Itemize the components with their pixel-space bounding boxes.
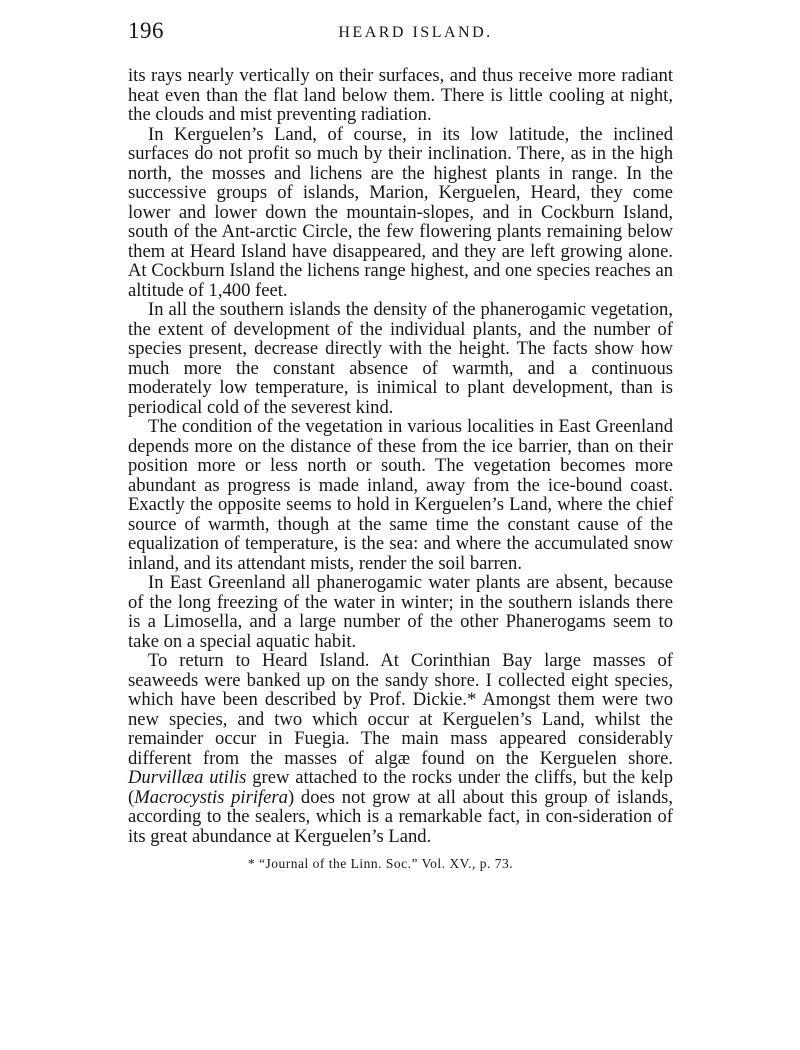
page-number: 196 bbox=[128, 18, 164, 43]
paragraph-4: The condition of the vegetation in various localities in East Greenland depends more on the distance of these from the ice barrier, than on their position more or less north or south. The vegetation becomes more abundant as progress is made inland, away from the ice-bound coast. Exactly the opposite seems to hold in Kerguelen’s Land, where the chief source of warmth, though at the same time the constant cause of the equalization of temperature, is the sea: and where the accumulated snow inland, and its attendant mists, render the soil barren. bbox=[128, 416, 673, 574]
book-page bbox=[128, 18, 673, 872]
paragraph-6-text-1: To return to Heard Island. At Corinthian Bay large masses of seaweeds were banked up on the sandy shore. I collected eight species, which have been described by Prof. Dickie.* Amongst them were two new species, and two which occur at Kerguelen’s Land, whilst the remainder occur in Fuegia. The main mass appeared considerably different from the masses of algæ found on the Kerguelen shore. bbox=[128, 650, 673, 769]
species-name-macrocystis: Macrocystis pirifera bbox=[134, 786, 288, 808]
paragraph-6-text-2: grew attached to the rocks under the cliffs, but the kelp ( bbox=[128, 767, 673, 808]
paragraph-5: In East Greenland all phanerogamic water plants are absent, because of the long freezing of the water in winter; in the southern islands there is a Limosella, and a large number of the other Phanerogams seem to take on a special aquatic habit. bbox=[128, 572, 673, 652]
paragraph-1: its rays nearly vertically on their surfaces, and thus receive more radiant heat even than the flat land below them. There is little cooling at night, the clouds and mist preventing radiation. bbox=[128, 65, 673, 125]
running-title: HEARD ISLAND. bbox=[338, 24, 493, 41]
page-header bbox=[128, 18, 673, 58]
body-text bbox=[128, 66, 673, 846]
species-name-durvillaea: Durvillæa utilis bbox=[128, 767, 247, 788]
paragraph-3: In all the southern islands the density of the phanerogamic vegetation, the extent of development of the individual plants, and the number of species present, decrease directly with the height. The facts show how much more the constant absence of warmth, and a continuous moderately low temperature, is inimical to plant development, than is periodical cold of the severest kind. bbox=[128, 299, 673, 418]
paragraph-6 bbox=[128, 651, 673, 846]
paragraph-6-text-3: ) does not grow at all about this group of islands, according to the sealers, which is a remarkable fact, in con-sideration of its great abundance at Kerguelen’s Land. bbox=[128, 786, 674, 847]
paragraph-2: In Kerguelen’s Land, of course, in its low latitude, the inclined surfaces do not profit so much by their inclination. There, as in the high north, the mosses and lichens are the highest plants in range. In the successive groups of islands, Marion, Kerguelen, Heard, they come lower and lower down the mountain-slopes, and in Cockburn Island, south of the Ant-arctic Circle, the few flowering plants remaining below them at Heard Island have disappeared, and they are left growing alone. At Cockburn Island the lichens range highest, and one species reaches an altitude of 1,400 feet. bbox=[128, 123, 673, 301]
footnote: * “Journal of the Linn. Soc.” Vol. XV., p. 73. bbox=[247, 856, 514, 871]
